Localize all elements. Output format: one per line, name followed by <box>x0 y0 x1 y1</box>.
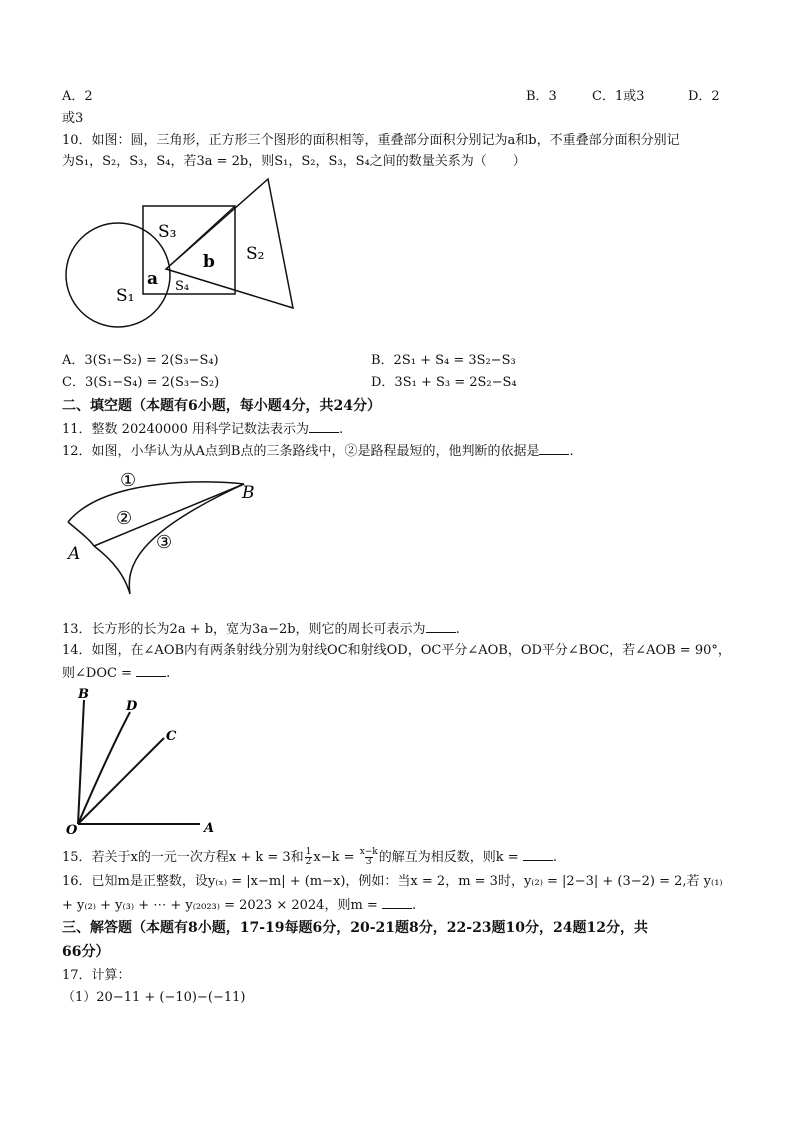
q16-text-line1: 16．已知m是正整数，设y₍ₓ₎ = |x−m| + (m−x)，例如：当x = 2，m = 3时，y₍₂₎ = |2−3| + (3−2) = 2,若 y₍₁₎ <box>62 874 723 889</box>
q9-option-b: B．3 <box>526 89 557 104</box>
q15-frac2-den: 3 <box>365 857 372 867</box>
q14-label-C: C <box>166 729 177 744</box>
q9-option-c: C．1或3 <box>592 89 645 104</box>
q12-stem: 12．如图，小华认为从A点到B点的三条路线中，②是路程最短的，他判断的依据是 <box>62 444 540 459</box>
q14-text-line2: 则∠DOC = . <box>62 666 171 681</box>
q12-label-A: A <box>68 544 81 564</box>
q15-frac1-den: 2 <box>305 857 312 867</box>
q14-figure <box>60 684 230 844</box>
q14-ray-OB <box>78 700 84 824</box>
q13-text: 13．长方形的长为2a + b，宽为3a−2b，则它的周长可表示为 . <box>62 622 460 637</box>
q16-stem: + y₍₂₎ + y₍₃₎ + ⋯ + y₍₂₀₂₃₎ = 2023 × 2024，则m = <box>62 898 378 913</box>
q15-post: 的解互为相反数，则k = <box>378 850 519 865</box>
q16-blank <box>382 896 412 909</box>
q14-blank <box>136 664 166 677</box>
q15-text: 15．若关于x的一元一次方程x + k = 3和 $\frac{1}{2}$ x−k = $\frac{x-k}{3}$ 的解互为相反数，则k = . <box>62 847 557 867</box>
section3-title-line1: 三、解答题（本题有8小题，17-19每题6分，20-21题8分，22-23题10分，24题12分，共 <box>62 920 648 936</box>
q13-stem: 13．长方形的长为2a + b，宽为3a−2b，则它的周长可表示为 <box>62 622 426 637</box>
q15-blank <box>523 848 553 861</box>
q11-text: 11．整数 20240000 用科学记数法表示为 . <box>62 422 344 437</box>
q9-option-a: A．2 <box>62 89 93 104</box>
q12-blank <box>539 442 569 455</box>
q12-route-1 <box>68 482 244 522</box>
q12-label-route-1: ① <box>120 470 137 491</box>
q13-blank <box>426 620 456 633</box>
q17-part1: （1）20−11 + (−10)−(−11) <box>62 990 246 1005</box>
q10-option-b: B．2S₁ + S₄ = 3S₂−S₃ <box>371 353 516 368</box>
q14-label-B: B <box>78 687 89 702</box>
q10-option-d: D．3S₁ + S₃ = 2S₂−S₄ <box>371 375 517 390</box>
q15-frac1-num: 1 <box>305 847 312 857</box>
q15-frac2-num: x−k <box>359 847 378 857</box>
q11-stem: 11．整数 20240000 用科学记数法表示为 <box>62 422 309 437</box>
q12-figure <box>60 462 270 602</box>
q15-frac-xk3 <box>360 848 378 867</box>
q15-mid: x−k = <box>313 850 355 865</box>
q10-label-s4: S₄ <box>175 279 190 294</box>
q11-blank <box>309 420 339 433</box>
q10-text-line2: 为S₁，S₂，S₃，S₄，若3a = 2b，则S₁，S₂，S₃，S₄之间的数量关系为（ ） <box>62 154 526 169</box>
q14-label-A: A <box>204 821 215 836</box>
q14-ray-OC <box>78 738 164 824</box>
section2-title: 二、填空题（本题有6小题，每小题4分，共24分） <box>62 398 381 414</box>
q10-label-s3: S₃ <box>158 222 177 242</box>
q14-stem: 则∠DOC = <box>62 666 132 681</box>
q10-option-a: A．3(S₁−S₂) = 2(S₃−S₄) <box>62 353 219 368</box>
q14-label-D: D <box>126 699 138 714</box>
q12-label-route-2: ② <box>116 508 133 529</box>
q14-text-line1: 14．如图，在∠AOB内有两条射线分别为射线OC和射线OD，OC平分∠AOB，OD平分∠BOC，若∠AOB = 90°， <box>62 643 731 658</box>
q12-label-route-3: ③ <box>156 532 173 553</box>
q10-label-s2: S₂ <box>246 244 265 264</box>
q15-frac-half <box>305 848 313 867</box>
q10-option-c: C．3(S₁−S₄) = 2(S₃−S₂) <box>62 375 220 390</box>
q10-label-a: a <box>147 269 159 289</box>
q12-text: 12．如图，小华认为从A点到B点的三条路线中，②是路程最短的，他判断的依据是 . <box>62 444 574 459</box>
q10-text-line1: 10．如图：圆，三角形，正方形三个图形的面积相等，重叠部分面积分别记为a和b，不重叠部分面积分别记 <box>62 133 680 148</box>
q12-route-1-lower <box>68 522 94 546</box>
q10-figure <box>60 175 310 345</box>
q16-text-line2: + y₍₂₎ + y₍₃₎ + ⋯ + y₍₂₀₂₃₎ = 2023 × 2024，则m = . <box>62 898 417 913</box>
q17-title: 17．计算： <box>62 968 131 983</box>
q9-option-d-wrap: 或3 <box>62 111 84 126</box>
q10-label-s1: S₁ <box>116 286 135 306</box>
q14-label-O: O <box>66 823 78 838</box>
q14-ray-OD <box>78 712 130 824</box>
q15-pre: 15．若关于x的一元一次方程x + k = 3和 <box>62 850 304 865</box>
section3-title-line2: 66分） <box>62 944 110 960</box>
q9-option-d: D．2 <box>688 89 720 104</box>
q10-label-b: b <box>203 252 215 272</box>
q12-label-B: B <box>242 483 255 503</box>
